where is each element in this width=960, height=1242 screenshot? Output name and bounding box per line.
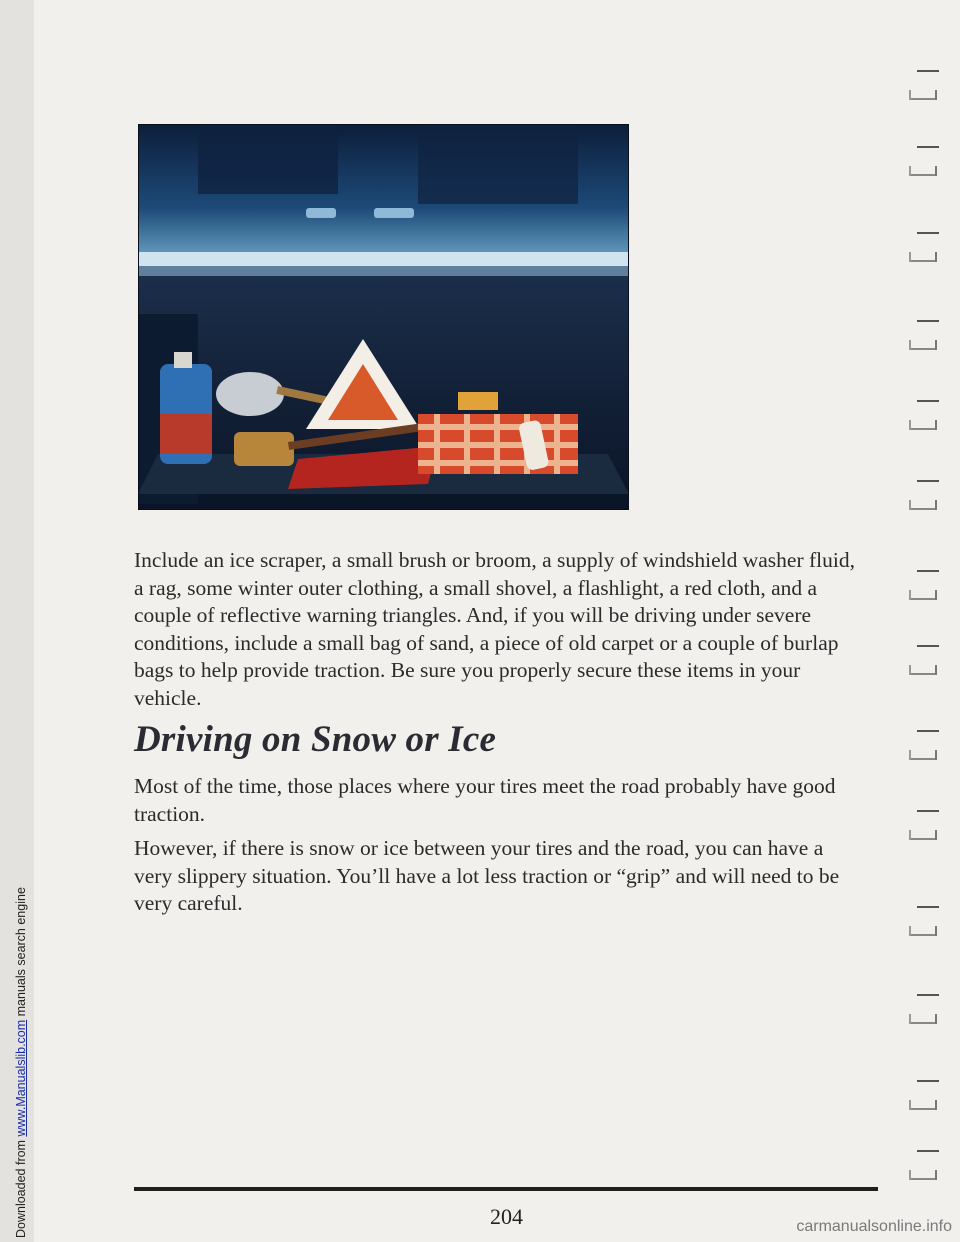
traction-paragraph: Most of the time, those places where your tires meet the road probably have good traction. bbox=[134, 774, 836, 826]
index-tab bbox=[905, 232, 945, 278]
index-tab bbox=[905, 1080, 945, 1126]
trunk-photo bbox=[138, 124, 629, 510]
index-tab bbox=[905, 570, 945, 616]
download-caption bbox=[14, 887, 28, 1238]
page-number: 204 bbox=[490, 1204, 523, 1229]
caption-prefix: Downloaded from bbox=[14, 1136, 28, 1238]
caption-suffix: manuals search engine bbox=[14, 887, 28, 1020]
manualslib-link[interactable]: www.Manualslib.com bbox=[14, 1019, 28, 1137]
index-tab bbox=[905, 906, 945, 952]
index-tab bbox=[905, 480, 945, 526]
index-tab bbox=[905, 70, 945, 116]
footer-rule bbox=[134, 1187, 878, 1191]
index-tab bbox=[905, 994, 945, 1040]
index-tab bbox=[905, 810, 945, 856]
kit-paragraph: Include an ice scraper, a small brush or broom, a supply of windshield washer fluid, a rag, some winter outer clothing, a small shovel, a flashlight, a red cloth, and a couple of reflective warning triangles. And, if you will be driving under severe conditions, include a small bag of sand, a piece of old carpet or a couple of burlap bags to help provide traction. Be sure you properly secure these items in your vehicle. bbox=[134, 548, 855, 710]
index-tab bbox=[905, 146, 945, 192]
watermark: carmanualsonline.info bbox=[796, 1218, 952, 1235]
index-tab bbox=[905, 645, 945, 691]
slippery-paragraph: However, if there is snow or ice between your tires and the road, you can have a very slippery situation. You’ll have a lot less traction or “grip” and will need to be very careful. bbox=[134, 836, 840, 916]
index-tab bbox=[905, 320, 945, 366]
index-tab bbox=[905, 1150, 945, 1196]
thumb-index-tabs bbox=[905, 70, 945, 1200]
index-tab bbox=[905, 730, 945, 776]
section-heading: Driving on Snow or Ice bbox=[134, 719, 497, 760]
trunk-photo-illustration bbox=[138, 124, 629, 510]
index-tab bbox=[905, 400, 945, 446]
